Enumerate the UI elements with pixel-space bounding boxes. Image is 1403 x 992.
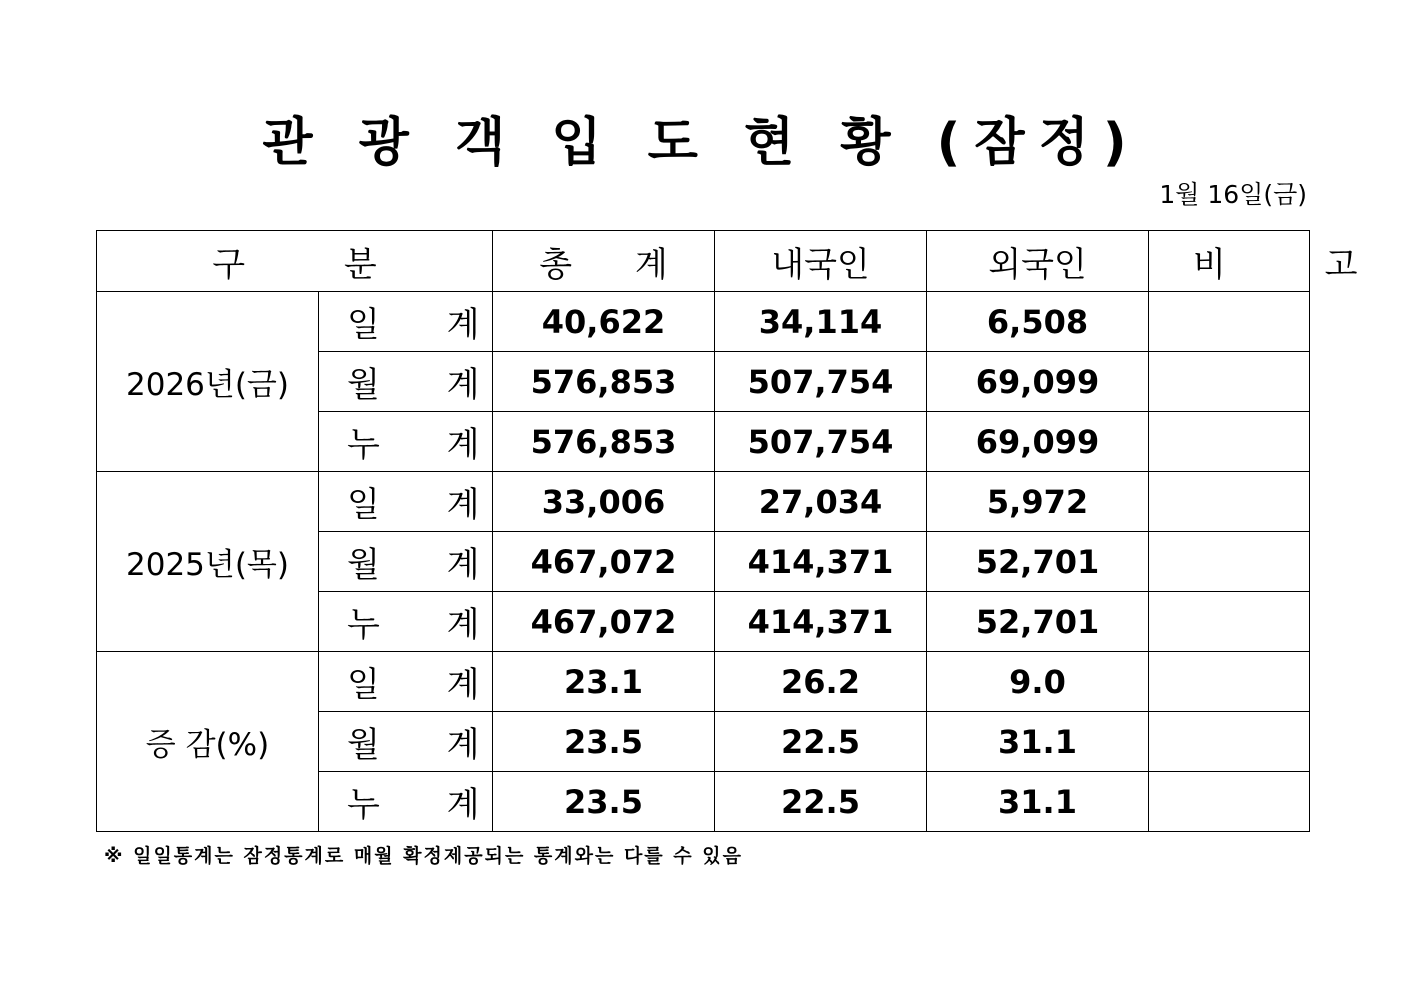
cell-foreign: 52,701 bbox=[927, 592, 1149, 652]
row-metric: 일 계 bbox=[319, 652, 493, 712]
cell-foreign: 31.1 bbox=[927, 712, 1149, 772]
cell-domestic: 22.5 bbox=[715, 712, 927, 772]
cell-domestic: 26.2 bbox=[715, 652, 927, 712]
cell-total: 33,006 bbox=[493, 472, 715, 532]
cell-note bbox=[1149, 772, 1310, 832]
row-metric: 누 계 bbox=[319, 592, 493, 652]
cell-note bbox=[1149, 712, 1310, 772]
group-label-2026: 2026년(금) bbox=[97, 292, 319, 472]
tourist-arrivals-table bbox=[96, 230, 1402, 832]
row-metric: 월 계 bbox=[319, 712, 493, 772]
cell-note bbox=[1149, 592, 1310, 652]
cell-foreign: 69,099 bbox=[927, 412, 1149, 472]
cell-domestic: 34,114 bbox=[715, 292, 927, 352]
header-row bbox=[97, 231, 1310, 292]
cell-foreign: 5,972 bbox=[927, 472, 1149, 532]
header-note: 비 고 bbox=[1149, 231, 1310, 292]
cell-note bbox=[1149, 292, 1310, 352]
cell-note bbox=[1149, 472, 1310, 532]
cell-domestic: 414,371 bbox=[715, 532, 927, 592]
table-row bbox=[97, 472, 1310, 532]
group-label-change: 증 감(%) bbox=[97, 652, 319, 832]
row-metric: 일 계 bbox=[319, 292, 493, 352]
cell-total: 40,622 bbox=[493, 292, 715, 352]
page-title: 관 광 객 입 도 현 황 (잠정) bbox=[262, 113, 1141, 173]
row-metric: 누 계 bbox=[319, 412, 493, 472]
cell-foreign: 69,099 bbox=[927, 352, 1149, 412]
cell-foreign: 9.0 bbox=[927, 652, 1149, 712]
cell-total: 467,072 bbox=[493, 532, 715, 592]
header-category: 구 분 bbox=[97, 231, 493, 292]
table-row bbox=[97, 292, 1310, 352]
cell-total: 467,072 bbox=[493, 592, 715, 652]
cell-domestic: 414,371 bbox=[715, 592, 927, 652]
cell-domestic: 27,034 bbox=[715, 472, 927, 532]
row-metric: 월 계 bbox=[319, 352, 493, 412]
cell-note bbox=[1149, 532, 1310, 592]
group-label-2025: 2025년(목) bbox=[97, 472, 319, 652]
report-date: 1월 16일(금) bbox=[1159, 180, 1307, 209]
cell-foreign: 52,701 bbox=[927, 532, 1149, 592]
cell-total: 23.5 bbox=[493, 712, 715, 772]
footnote: ※ 일일통계는 잠정통계로 매월 확정제공되는 통계와는 다를 수 있음 bbox=[104, 845, 743, 867]
cell-domestic: 507,754 bbox=[715, 352, 927, 412]
header-foreign: 외국인 bbox=[927, 231, 1149, 292]
cell-total: 576,853 bbox=[493, 352, 715, 412]
table-row bbox=[97, 652, 1310, 712]
cell-total: 23.1 bbox=[493, 652, 715, 712]
cell-total: 576,853 bbox=[493, 412, 715, 472]
header-total: 총 계 bbox=[493, 231, 715, 292]
header-domestic: 내국인 bbox=[715, 231, 927, 292]
cell-foreign: 6,508 bbox=[927, 292, 1149, 352]
cell-foreign: 31.1 bbox=[927, 772, 1149, 832]
cell-total: 23.5 bbox=[493, 772, 715, 832]
cell-note bbox=[1149, 652, 1310, 712]
cell-domestic: 22.5 bbox=[715, 772, 927, 832]
cell-domestic: 507,754 bbox=[715, 412, 927, 472]
row-metric: 월 계 bbox=[319, 532, 493, 592]
row-metric: 누 계 bbox=[319, 772, 493, 832]
row-metric: 일 계 bbox=[319, 472, 493, 532]
cell-note bbox=[1149, 412, 1310, 472]
cell-note bbox=[1149, 352, 1310, 412]
